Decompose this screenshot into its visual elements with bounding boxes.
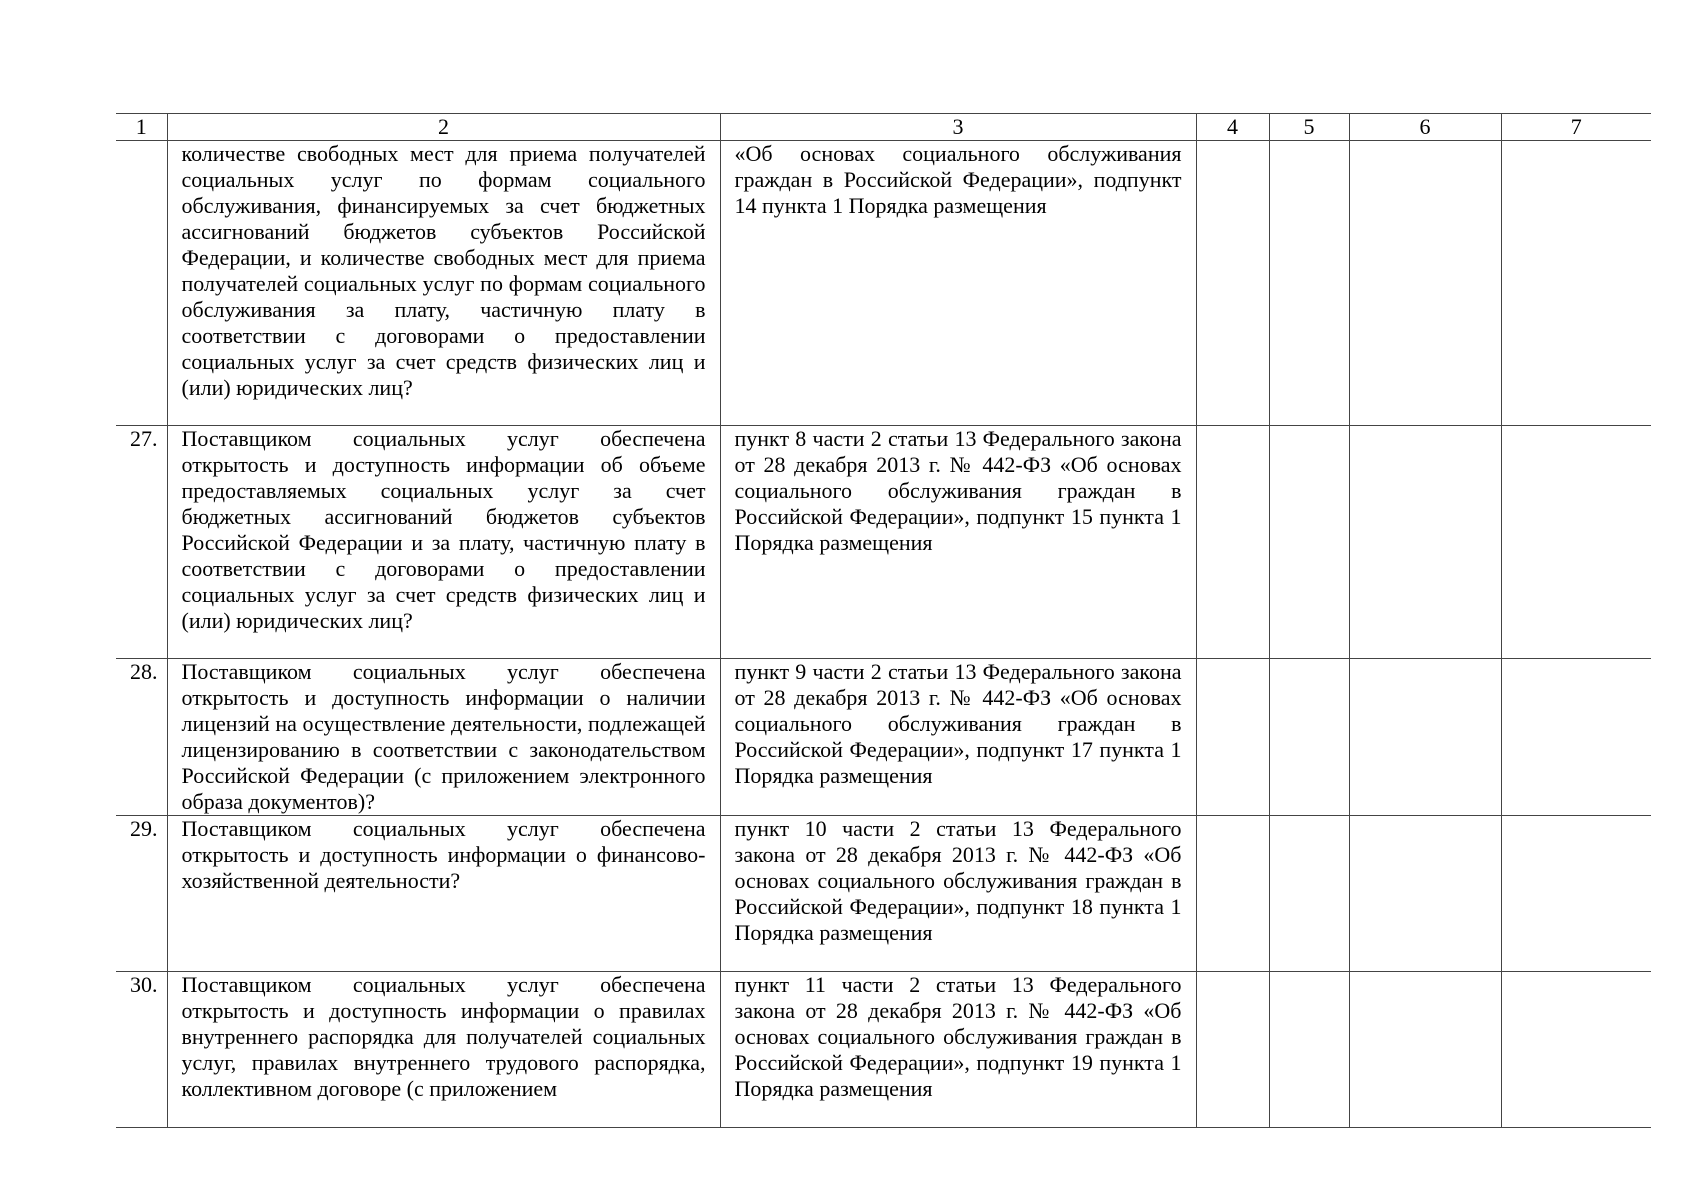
empty-cell [1196, 659, 1269, 816]
row-number: 27. [116, 426, 167, 659]
column-header-2: 2 [167, 114, 720, 141]
column-header-4: 4 [1196, 114, 1269, 141]
column-header-1: 1 [116, 114, 167, 141]
empty-cell [1501, 659, 1651, 816]
empty-cell [1501, 816, 1651, 972]
legal-reference-cell: пункт 9 части 2 статьи 13 Федерального закона от 28 декабря 2013 г. № 442-ФЗ «Об основах социального обслуживания граждан в Российской Федерации», подпункт 17 пункта 1 Порядка размещения [720, 659, 1196, 816]
empty-cell [1269, 816, 1349, 972]
empty-cell [1269, 426, 1349, 659]
empty-cell [1196, 816, 1269, 972]
empty-cell [1501, 426, 1651, 659]
empty-cell [1501, 972, 1651, 1128]
empty-cell [1349, 972, 1501, 1128]
empty-cell [1349, 816, 1501, 972]
legal-reference-cell: «Об основах социального обслуживания граждан в Российской Федерации», подпункт 14 пункта 1 Порядка размещения [720, 141, 1196, 426]
empty-cell [1349, 659, 1501, 816]
empty-cell [1269, 659, 1349, 816]
table-row [116, 816, 1651, 972]
empty-cell [1196, 426, 1269, 659]
column-header-7: 7 [1501, 114, 1651, 141]
checklist-table [116, 113, 1651, 1128]
column-header-3: 3 [720, 114, 1196, 141]
header-row [116, 114, 1651, 141]
question-cell: Поставщиком социальных услуг обеспечена открытость и доступность информации об объеме предоставляемых социальных услуг за счет бюджетных ассигнований бюджетов субъектов Российской Федерации и за плату, частичную плату в соответствии с договорами о предоставлении социальных услуг за счет средств физических лиц и (или) юридических лиц? [167, 426, 720, 659]
column-header-5: 5 [1269, 114, 1349, 141]
question-cell: Поставщиком социальных услуг обеспечена открытость и доступность информации о наличии лицензий на осуществление деятельности, подлежащей лицензированию в соответствии с законодательством Российской Федерации (с приложением электронного образа документов)? [167, 659, 720, 816]
row-number: 29. [116, 816, 167, 972]
table-row [116, 659, 1651, 816]
empty-cell [1196, 972, 1269, 1128]
question-cell: количестве свободных мест для приема получателей социальных услуг по формам социального обслуживания, финансируемых за счет бюджетных ассигнований бюджетов субъектов Российской Федерации, и количестве свободных мест для приема получателей социальных услуг по формам социального обслуживания за плату, частичную плату в соответствии с договорами о предоставлении социальных услуг за счет средств физических лиц и (или) юридических лиц? [167, 141, 720, 426]
row-number [116, 141, 167, 426]
question-cell: Поставщиком социальных услуг обеспечена открытость и доступность информации о финансово-хозяйственной деятельности? [167, 816, 720, 972]
legal-reference-cell: пункт 10 части 2 статьи 13 Федерального закона от 28 декабря 2013 г. № 442-ФЗ «Об основах социального обслуживания граждан в Российской Федерации», подпункт 18 пункта 1 Порядка размещения [720, 816, 1196, 972]
empty-cell [1269, 141, 1349, 426]
row-number: 28. [116, 659, 167, 816]
column-header-6: 6 [1349, 114, 1501, 141]
empty-cell [1349, 426, 1501, 659]
empty-cell [1269, 972, 1349, 1128]
table-row [116, 141, 1651, 426]
empty-cell [1349, 141, 1501, 426]
table-row [116, 426, 1651, 659]
empty-cell [1501, 141, 1651, 426]
empty-cell [1196, 141, 1269, 426]
row-number: 30. [116, 972, 167, 1128]
table-row [116, 972, 1651, 1128]
legal-reference-cell: пункт 8 части 2 статьи 13 Федерального закона от 28 декабря 2013 г. № 442-ФЗ «Об основах социального обслуживания граждан в Российской Федерации», подпункт 15 пункта 1 Порядка размещения [720, 426, 1196, 659]
question-cell: Поставщиком социальных услуг обеспечена открытость и доступность информации о правилах внутреннего распорядка для получателей социальных услуг, правилах внутреннего трудового распорядка, коллективном договоре (с приложением [167, 972, 720, 1128]
legal-reference-cell: пункт 11 части 2 статьи 13 Федерального закона от 28 декабря 2013 г. № 442-ФЗ «Об основах социального обслуживания граждан в Российской Федерации», подпункт 19 пункта 1 Порядка размещения [720, 972, 1196, 1128]
